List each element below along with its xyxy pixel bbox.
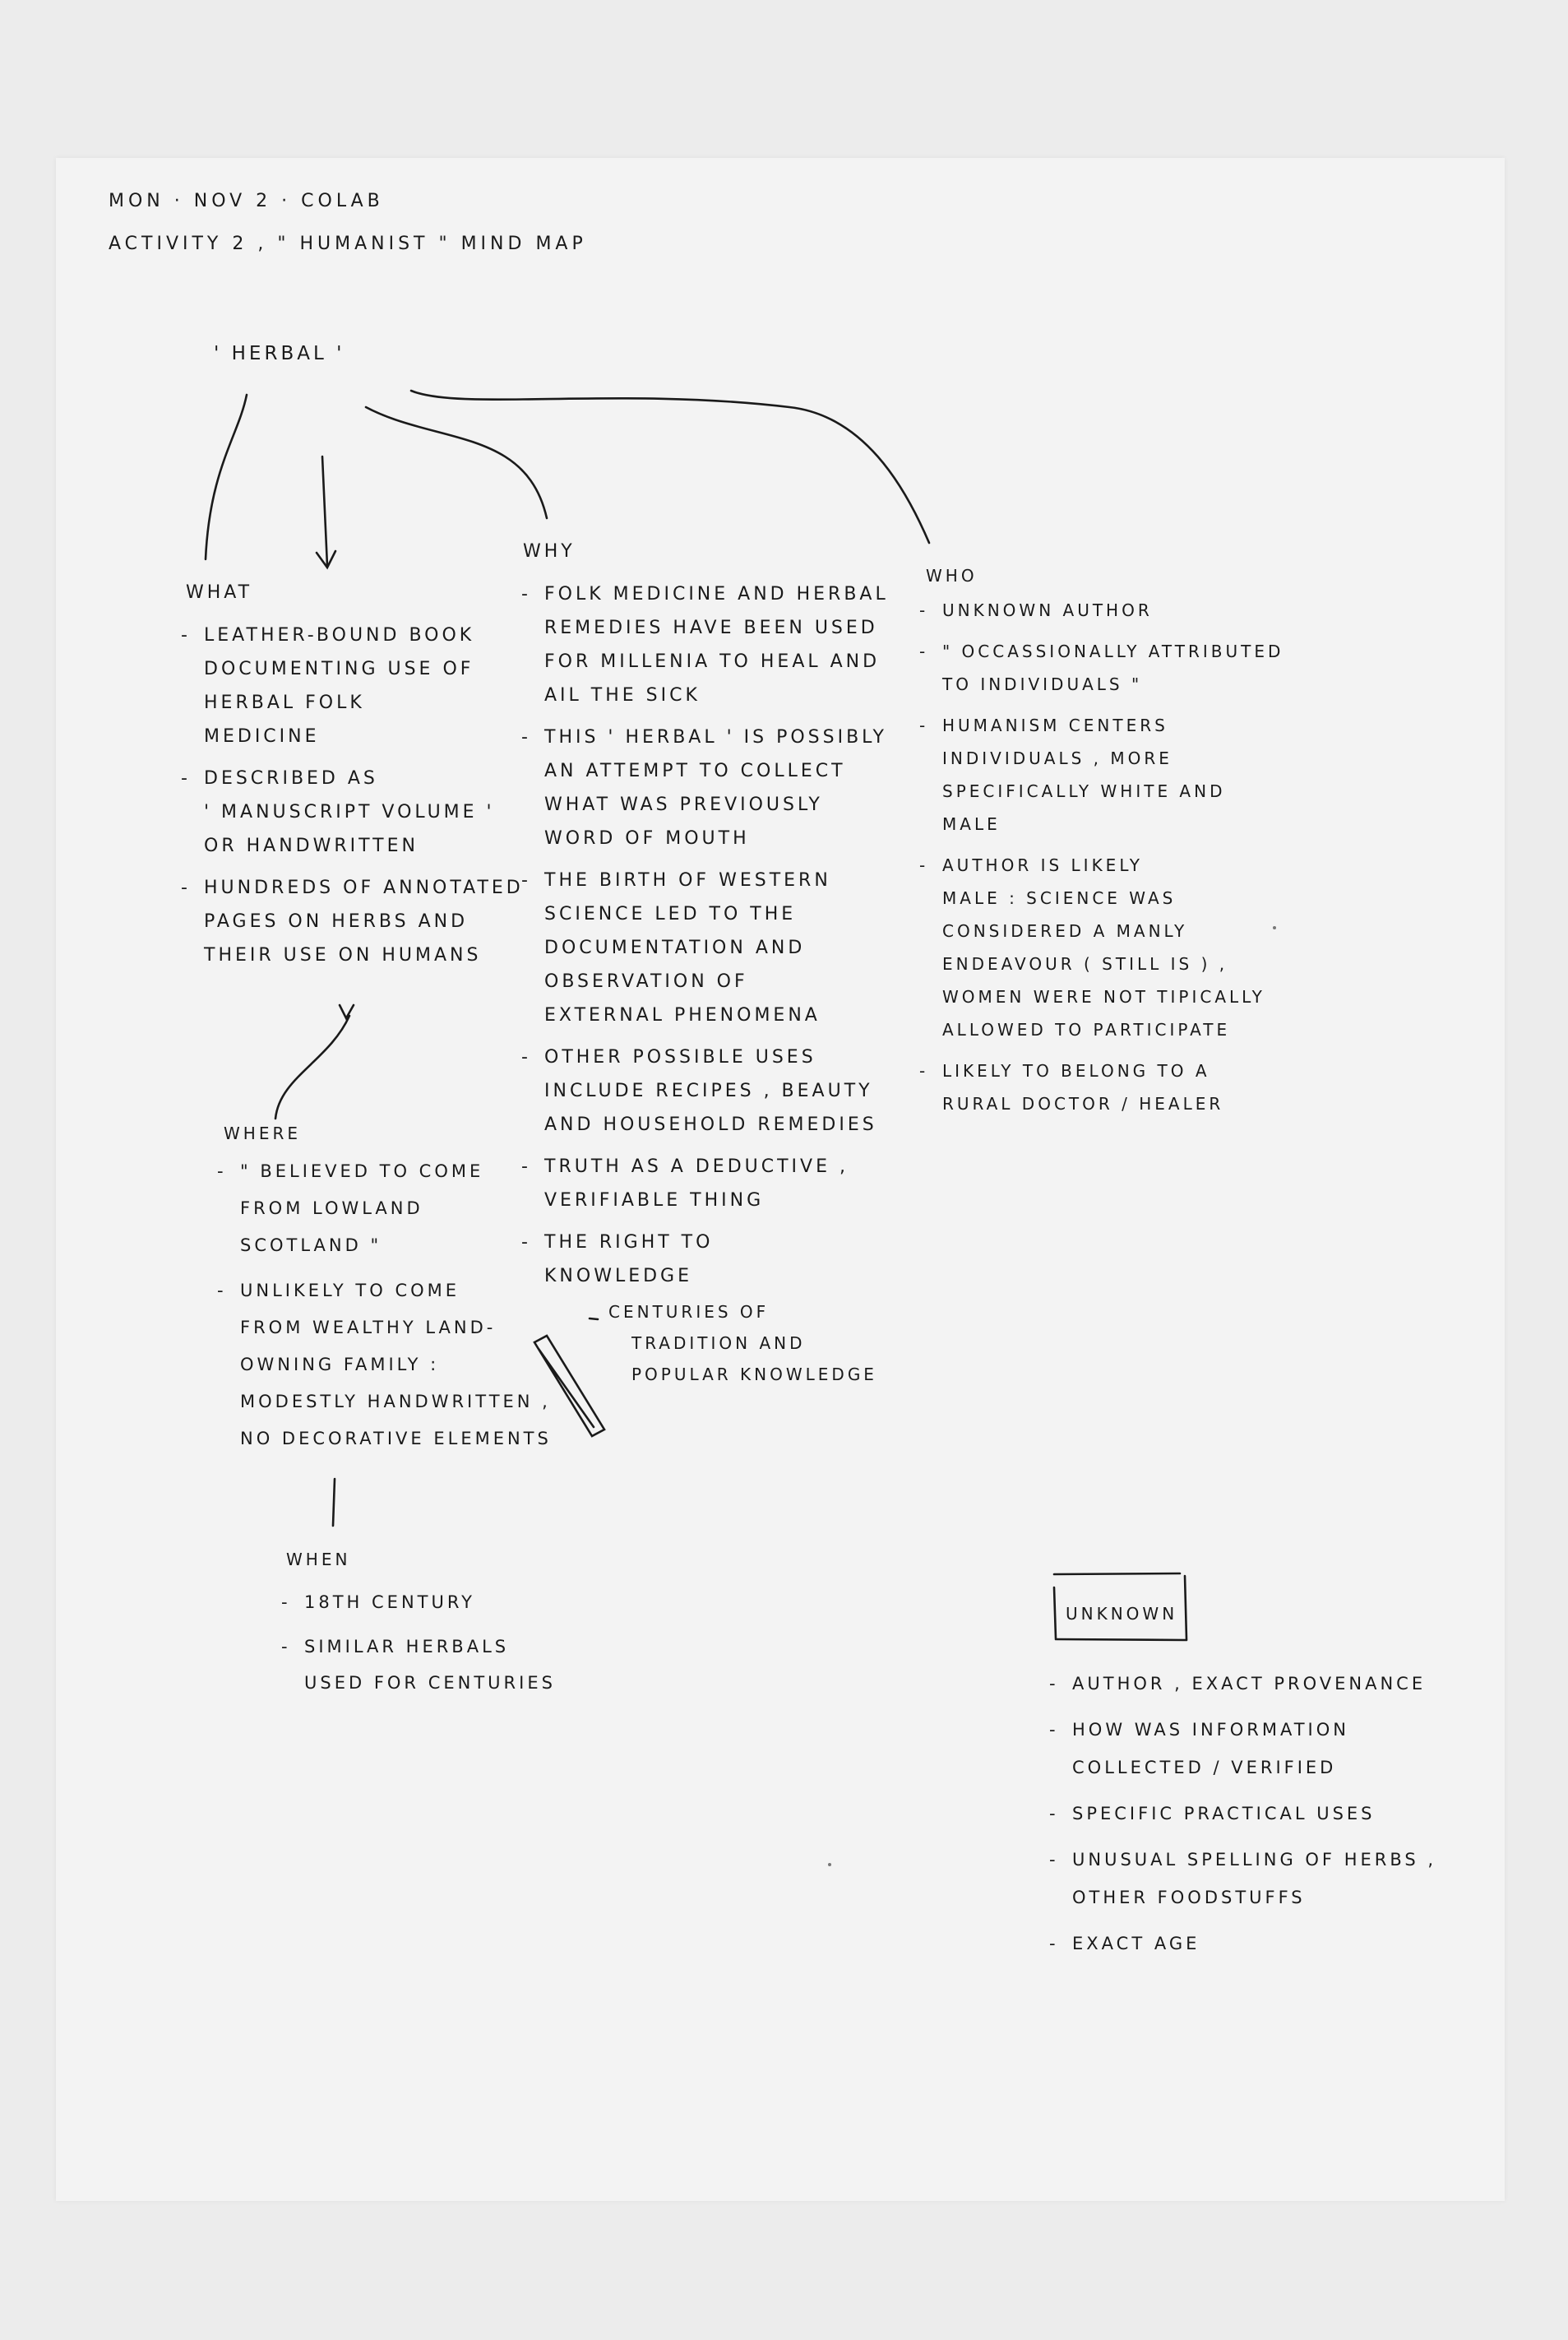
list-item: - SIMILAR HERBALS USED FOR CENTURIES xyxy=(281,1637,556,1693)
list-item: - UNKNOWN AUTHOR xyxy=(919,600,1153,620)
when-list xyxy=(281,1584,556,1709)
unknown-heading: UNKNOWN xyxy=(1066,1604,1178,1624)
unknown-box-top xyxy=(1054,1573,1180,1574)
where-heading: WHERE xyxy=(224,1124,301,1143)
what-heading: WHAT xyxy=(186,582,253,603)
list-item: - THIS ' HERBAL ' IS POSSIBLY AN ATTEMPT TO COLLECT WHAT WAS PREVIOUSLY WORD OF MOUTH xyxy=(521,727,887,849)
when-heading: WHEN xyxy=(286,1550,351,1569)
who-heading: WHO xyxy=(926,566,978,586)
list-item: - TRUTH AS A DEDUCTIVE , VERIFIABLE THING xyxy=(521,1156,849,1211)
list-item: - UNLIKELY TO COME FROM WEALTHY LAND- OWNING FAMILY : MODESTLY HANDWRITTEN , NO DECORATIVE ELEMENTS xyxy=(217,1281,552,1448)
where-list xyxy=(217,1153,552,1466)
list-item: - OTHER POSSIBLE USES INCLUDE RECIPES , BEAUTY AND HOUSEHOLD REMEDIES xyxy=(521,1047,877,1135)
list-item: - " OCCASSIONALLY ATTRIBUTED TO INDIVIDUALS " xyxy=(919,642,1284,694)
arrowhead-where xyxy=(340,1005,354,1018)
connector-what xyxy=(206,395,247,559)
list-item: - UNUSUAL SPELLING OF HERBS , OTHER FOODSTUFFS xyxy=(1049,1850,1437,1907)
central-node: ' HERBAL ' xyxy=(214,343,345,364)
unknown-box-right xyxy=(1185,1576,1186,1639)
speck xyxy=(828,1863,831,1866)
list-item: - DESCRIBED AS ' MANUSCRIPT VOLUME ' OR HANDWRITTEN xyxy=(181,768,495,856)
what-list xyxy=(181,619,524,980)
connector-where xyxy=(275,1016,349,1119)
list-item: - THE BIRTH OF WESTERN SCIENCE LED TO THE DOCUMENTATION AND OBSERVATION OF EXTERNAL PHENOMENA xyxy=(521,870,831,1026)
list-item: - 18TH CENTURY xyxy=(281,1592,475,1612)
list-item: - HOW WAS INFORMATION COLLECTED / VERIFIED xyxy=(1049,1720,1349,1777)
unknown-box-bottom xyxy=(1056,1639,1186,1640)
why-subitem xyxy=(608,1296,877,1398)
list-item: - EXACT AGE xyxy=(1049,1934,1200,1953)
list-item: - AUTHOR IS LIKELY MALE : SCIENCE WAS CONSIDERED A MANLY ENDEAVOUR ( STILL IS ) , WOMEN WERE NOT TIPICALLY ALLOWED TO PARTICIPATE xyxy=(919,855,1265,1040)
connector-why xyxy=(366,407,547,518)
list-item: - AUTHOR , EXACT PROVENANCE xyxy=(1049,1674,1427,1694)
date-line: MON · NOV 2 · COLAB xyxy=(109,191,384,211)
list-item: - HUMANISM CENTERS INDIVIDUALS , MORE SPECIFICALLY WHITE AND MALE xyxy=(919,716,1226,834)
list-item: - SPECIFIC PRACTICAL USES xyxy=(1049,1804,1376,1823)
connector-who xyxy=(411,391,929,543)
activity-title: ACTIVITY 2 , " HUMANIST " MIND MAP xyxy=(109,234,587,254)
unknown-box-left xyxy=(1054,1587,1056,1638)
who-list xyxy=(919,594,1284,1128)
list-item: - " BELIEVED TO COME FROM LOWLAND SCOTLAND " xyxy=(217,1161,484,1255)
connector-when xyxy=(333,1479,335,1526)
why-heading: WHY xyxy=(523,541,576,562)
list-item: - LEATHER-BOUND BOOK DOCUMENTING USE OF HERBAL FOLK MEDICINE xyxy=(181,625,475,747)
why-list xyxy=(521,577,889,1301)
list-item: - THE RIGHT TO KNOWLEDGE xyxy=(521,1232,714,1286)
list-item: - LIKELY TO BELONG TO A RURAL DOCTOR / HEALER xyxy=(919,1061,1224,1114)
list-item: - HUNDREDS OF ANNOTATED PAGES ON HERBS AND THEIR USE ON HUMANS xyxy=(181,878,524,966)
list-item: - FOLK MEDICINE AND HERBAL REMEDIES HAVE BEEN USED FOR MILLENIA TO HEAL AND AIL THE SICK xyxy=(521,584,889,706)
unknown-list xyxy=(1049,1665,1436,1971)
list-item: CENTURIES OF TRADITION AND POPULAR KNOWLEDGE xyxy=(608,1302,877,1384)
connector-arrow-down xyxy=(322,456,327,566)
